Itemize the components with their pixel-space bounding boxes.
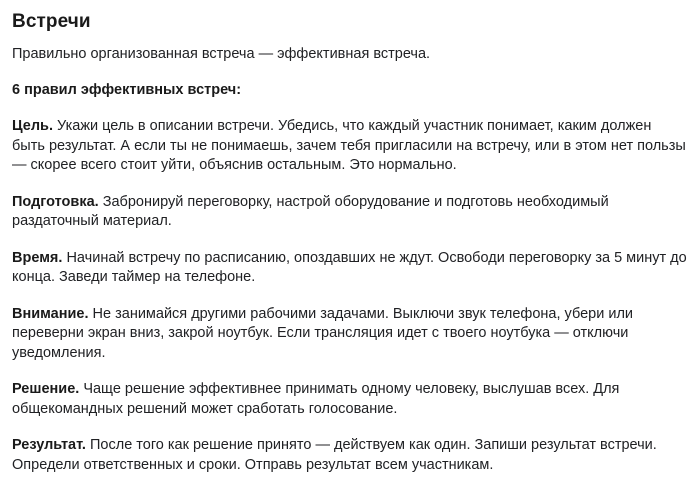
rule-term: Цель. xyxy=(12,118,53,134)
rule-item xyxy=(12,249,688,288)
page-title: Встречи xyxy=(12,11,91,32)
lead-paragraph: Правильно организованная встреча — эффективная встреча. xyxy=(12,46,431,62)
rule-item xyxy=(12,436,688,475)
rule-term: Внимание. xyxy=(12,305,89,322)
rule-text: Чаще решение эффективнее принимать одному человеку, выслушав всех. Для общекомандных решений может сработать голосование. xyxy=(12,381,620,417)
rule-text: Начинай встречу по расписанию, опоздавших не ждут. Освободи переговорку за 5 минут до конца. Заведи таймер на телефоне. xyxy=(12,249,687,285)
rule-text: Укажи цель в описании встречи. Убедись, что каждый участник понимает, каким должен быть результат. А если ты не понимаешь, зачем тебя пригласили на встречу, или в этом нет пользы — скорее всего стоит уйти, объяснив остальным. Это нормально. xyxy=(12,118,686,173)
rule-term: Результат. xyxy=(12,437,86,453)
rule-item xyxy=(12,117,688,176)
rule-item xyxy=(12,380,688,419)
rule-term: Время. xyxy=(12,249,63,266)
rule-term: Подготовка. xyxy=(12,193,99,210)
rule-term: Решение. xyxy=(12,381,80,397)
rule-item xyxy=(12,193,688,232)
rule-text: Не занимайся другими рабочими задачами. Выключи звук телефона, убери или переверни экран вниз, закрой ноутбук. Если трансляция идет с твоего ноутбука — отключи уведомления. xyxy=(12,305,634,361)
rule-text: Забронируй переговорку, настрой оборудование и подготовь необходимый раздаточный материал. xyxy=(12,193,609,229)
rule-item xyxy=(12,305,688,364)
rules-subheading: 6 правил эффективных встреч: xyxy=(12,82,242,98)
rule-text: После того как решение принято — действуем как один. Запиши результат встречи. Определи ответственных и сроки. Отправь результат всем участникам. xyxy=(12,437,657,473)
